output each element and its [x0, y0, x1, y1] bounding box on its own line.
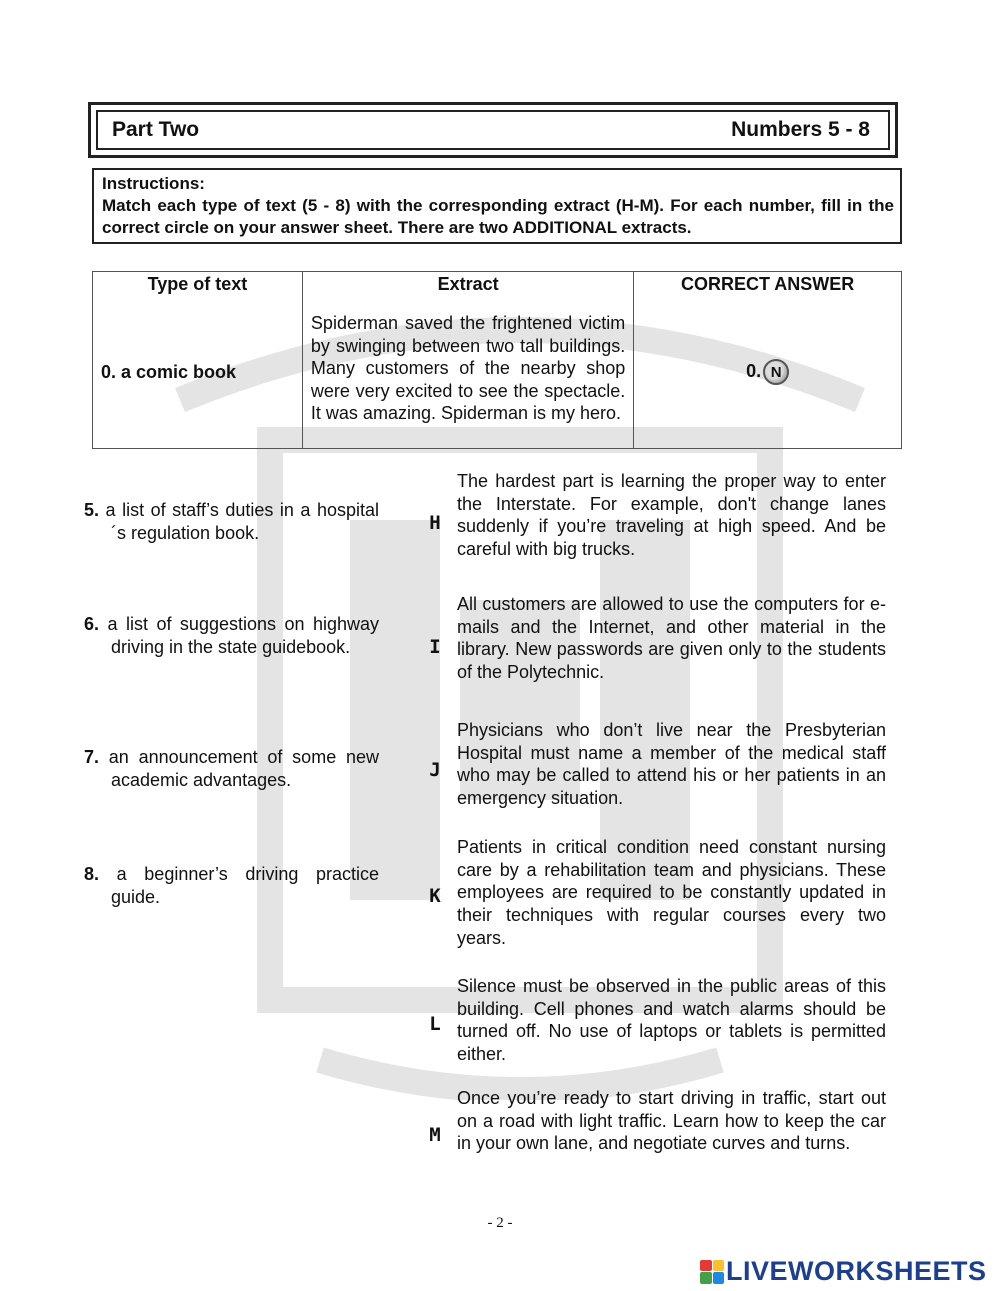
extract-letter-l: L [429, 1013, 441, 1035]
example-extract: Spiderman saved the frightened victim by swinging between two tall buildings. Many customers of the nearby shop were very excited to see the spectacle. It was amazing. Spiderman is my hero. [302, 296, 633, 449]
question-number: 7. [84, 747, 100, 767]
question-text: an announcement of some new academic advantages. [108, 747, 379, 790]
part-header [88, 102, 898, 158]
extract-l: Silence must be observed in the public areas of this building. Cell phones and watch alarms should be turned off. No use of laptops or tablets is permitted either. [457, 976, 886, 1065]
part-title: Part Two [112, 118, 200, 141]
question-6 [84, 613, 379, 659]
example-type: 0. a comic book [93, 296, 303, 449]
instructions-text: Match each type of text (5 - 8) with the corresponding extract (H-M). For each number, fill in the correct circle on your answer sheet. There are two ADDITIONAL extracts. [102, 196, 894, 237]
extract-m: Once you’re ready to start driving in traffic, start out on a road with light traffic. Learn how to keep the car in your own lane, and negotiate curves and turns. [457, 1088, 886, 1154]
extract-h: The hardest part is learning the proper way to enter the Interstate. For example, don't change lanes suddenly if you’re traveling at high speed. And be careful with big trucks. [457, 471, 886, 560]
extract-letter-h: H [429, 512, 441, 534]
extract-letter-m: M [429, 1124, 441, 1146]
example-answer [634, 296, 902, 449]
page-number: - 2 - [487, 1215, 513, 1231]
logo-text: LIVEWORKSHEETS [726, 1256, 987, 1286]
question-number: 6. [84, 614, 100, 634]
logo-icon [700, 1260, 724, 1284]
extract-letter-i: I [429, 636, 441, 658]
question-5 [84, 499, 379, 545]
answer-circle: N [763, 359, 789, 385]
extract-letter-j: J [429, 759, 441, 781]
header-type-of-text: Type of text [93, 272, 303, 297]
header-correct-answer: CORRECT ANSWER [634, 272, 902, 297]
question-7 [84, 746, 379, 792]
extract-j: Physicians who don’t live near the Presbyterian Hospital must name a member of the medical staff who may be called to attend his or her patients in an emergency situation. [457, 720, 886, 809]
instructions-title: Instructions: [102, 174, 205, 193]
liveworksheets-logo[interactable] [700, 1256, 987, 1287]
example-answer-prefix: 0. [746, 360, 762, 381]
question-8 [84, 863, 379, 909]
question-text: a list of staff’s duties in a hospital´s regulation book. [105, 500, 379, 543]
question-number: 8. [84, 864, 100, 884]
extract-letter-k: K [429, 885, 441, 907]
instructions-box [92, 168, 902, 244]
question-text: a list of suggestions on highway driving in the state guidebook. [107, 614, 379, 657]
question-number: 5. [84, 500, 100, 520]
extract-i: All customers are allowed to use the computers for e-mails and the Internet, and other material in the library. New passwords are given only to the students of the Polytechnic. [457, 594, 886, 683]
extract-k: Patients in critical condition need constant nursing care by a rehabilitation team and physicians. These employees are required to be constantly updated in their techniques with regular courses every two years. [457, 837, 886, 948]
header-extract: Extract [302, 272, 633, 297]
numbers-range: Numbers 5 - 8 [731, 118, 870, 141]
example-table [92, 271, 902, 449]
question-text: a beginner’s driving practice guide. [111, 864, 379, 907]
